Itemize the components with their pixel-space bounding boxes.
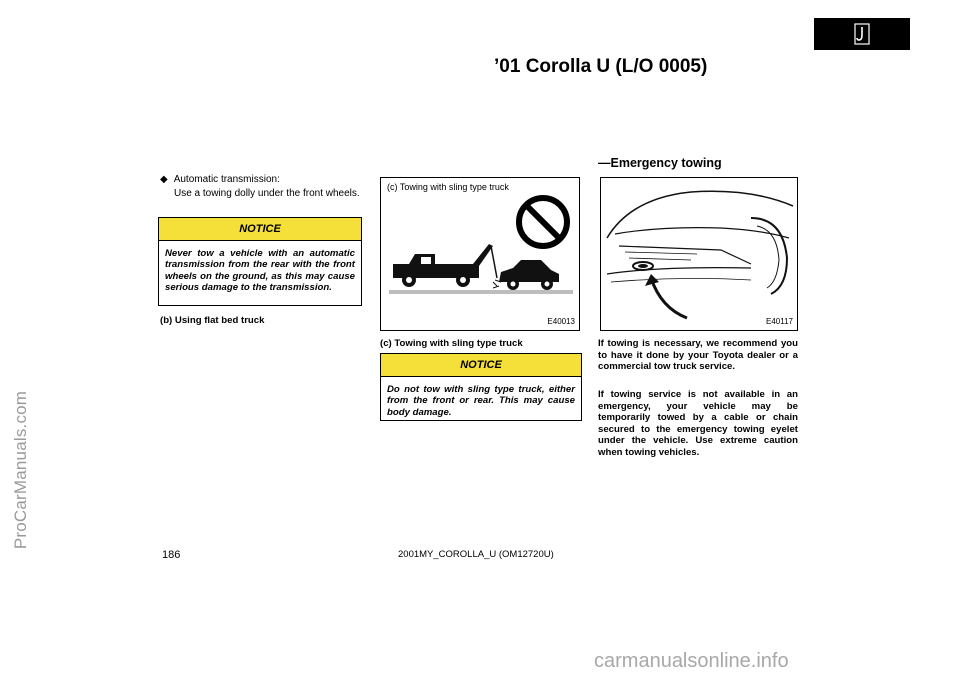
footer-code: 2001MY_COROLLA_U (OM12720U) (398, 549, 554, 560)
sling-truck-illustration (381, 178, 579, 330)
section-title: —Emergency towing (598, 156, 722, 170)
page-header-title: ’01 Corolla U (L/O 0005) (494, 56, 708, 77)
towing-eyelet-illustration (601, 178, 797, 330)
notice-box-sling (380, 353, 582, 421)
bullet-subtext: Use a towing dolly under the front wheels. (174, 188, 360, 199)
bullet-item (160, 174, 280, 185)
figure-code: E40117 (766, 317, 793, 326)
notice-box-transmission (158, 217, 362, 306)
notice-body: Never tow a vehicle with an automatic transmission from the rear with the front wheels on the ground, as this may cause serious damage to the transmission. (165, 248, 355, 294)
bullet-text: Automatic transmission: (173, 174, 280, 185)
page-number: 186 (162, 549, 181, 561)
tow-hook-icon (854, 23, 870, 45)
section-tab (814, 18, 910, 50)
notice-title: NOTICE (381, 354, 581, 377)
figure-towing-eyelet (600, 177, 798, 331)
prohibited-icon (519, 198, 567, 246)
side-watermark-text: ProCarManuals.com (11, 390, 30, 550)
caption-flat-bed: (b) Using flat bed truck (160, 315, 265, 326)
notice-body: Do not tow with sling type truck, either from the front or rear. This may cause body damage. (387, 384, 575, 418)
caption-sling-truck: (c) Towing with sling type truck (380, 338, 523, 349)
bottom-watermark: carmanualsonline.info (594, 650, 789, 672)
figure-sling-truck (380, 177, 580, 331)
side-watermark (6, 260, 36, 680)
figure-code: E40013 (547, 317, 575, 326)
bullet-diamond-icon: ◆ (160, 174, 168, 185)
paragraph-emergency: If towing service is not available in an emergency, your vehicle may be temporarily towed by a cable or chain secured to the emergency towing eyelet under the vehicle. Use extreme caution when towing vehicles. (598, 389, 798, 458)
paragraph-recommend: If towing is necessary, we recommend you to have it done by your Toyota dealer or a commercial tow truck service. (598, 338, 798, 373)
notice-title: NOTICE (159, 218, 361, 241)
figure-inner-caption: (c) Towing with sling type truck (387, 182, 509, 192)
